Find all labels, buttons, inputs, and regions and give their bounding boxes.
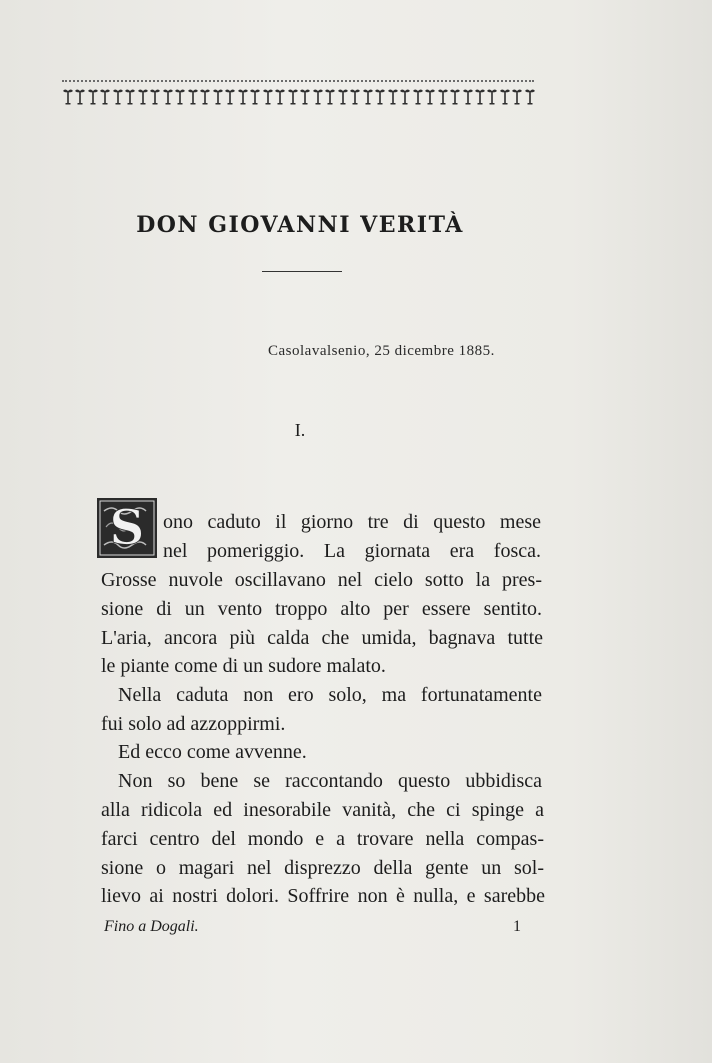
ornament-glyph	[324, 88, 336, 106]
text-line: Non so bene se raccontando questo ubbidisca	[118, 770, 542, 792]
ornament-glyph	[149, 88, 161, 106]
text-line: Nella caduta non ero solo, ma fortunatamente	[118, 684, 542, 706]
ornament-glyph	[249, 88, 261, 106]
text-line: le piante come di un sudore malato.	[101, 655, 386, 677]
ornament-glyph	[74, 88, 86, 106]
text-line: nel pomeriggio. La giornata era fosca.	[163, 540, 541, 562]
ornament-glyph	[262, 88, 274, 106]
ornament-glyph	[62, 88, 74, 106]
ornament-glyph	[474, 88, 486, 106]
ornament-glyph	[137, 88, 149, 106]
ornament-glyph	[524, 88, 536, 106]
ornament-glyph	[237, 88, 249, 106]
ornament-glyph	[162, 88, 174, 106]
header-ornament-band	[62, 88, 536, 108]
ornament-glyph	[99, 88, 111, 106]
ornament-glyph	[437, 88, 449, 106]
text-line: sione o magari nel disprezzo della gente un sol-	[101, 857, 544, 879]
text-line: Ed ecco come avvenne.	[118, 741, 307, 763]
text-line: alla ridicola ed inesorabile vanità, che ci spinge a	[101, 799, 544, 821]
ornament-glyph	[374, 88, 386, 106]
section-number: I.	[294, 420, 306, 440]
text-line: sione di un vento troppo alto per essere sentito.	[101, 598, 542, 620]
ornament-glyph	[312, 88, 324, 106]
ornament-glyph	[212, 88, 224, 106]
ornament-glyph	[174, 88, 186, 106]
ornament-glyph	[511, 88, 523, 106]
text-line: Grosse nuvole oscillavano nel cielo sotto la pres-	[101, 569, 542, 591]
chapter-title: DON GIOVANNI VERITÀ	[136, 212, 464, 238]
ornament-glyph	[486, 88, 498, 106]
ornament-glyph	[412, 88, 424, 106]
ornament-glyph	[287, 88, 299, 106]
text-line: farci centro del mondo e a trovare nella compas-	[101, 828, 544, 850]
ornament-glyph	[112, 88, 124, 106]
title-divider	[262, 271, 342, 272]
ornament-glyph	[499, 88, 511, 106]
ornament-glyph	[399, 88, 411, 106]
ornament-glyph	[462, 88, 474, 106]
ornament-glyph	[299, 88, 311, 106]
ornament-glyph	[387, 88, 399, 106]
ornament-glyph	[337, 88, 349, 106]
ornament-glyph	[424, 88, 436, 106]
signature-mark: Fino a Dogali.	[104, 918, 199, 935]
decorated-initial-s	[96, 497, 158, 559]
text-line: fui solo ad azzoppirmi.	[101, 713, 286, 735]
ornament-glyph	[199, 88, 211, 106]
page-number: 1	[513, 918, 521, 935]
ornament-glyph	[224, 88, 236, 106]
text-line: lievo ai nostri dolori. Soffrire non è nulla, e sarebbe	[101, 885, 545, 907]
header-dotted-rule	[62, 80, 534, 84]
ornament-glyph	[187, 88, 199, 106]
text-line: ono caduto il giorno tre di questo mese	[163, 511, 541, 533]
text-line: L'aria, ancora più calda che umida, bagnava tutte	[101, 627, 543, 649]
ornament-glyph	[362, 88, 374, 106]
ornament-glyph	[124, 88, 136, 106]
ornament-glyph	[274, 88, 286, 106]
ornament-glyph	[449, 88, 461, 106]
svg-text:S: S	[109, 500, 145, 556]
dateline: Casolavalsenio, 25 dicembre 1885.	[268, 343, 495, 359]
ornament-glyph	[87, 88, 99, 106]
ornament-glyph	[349, 88, 361, 106]
